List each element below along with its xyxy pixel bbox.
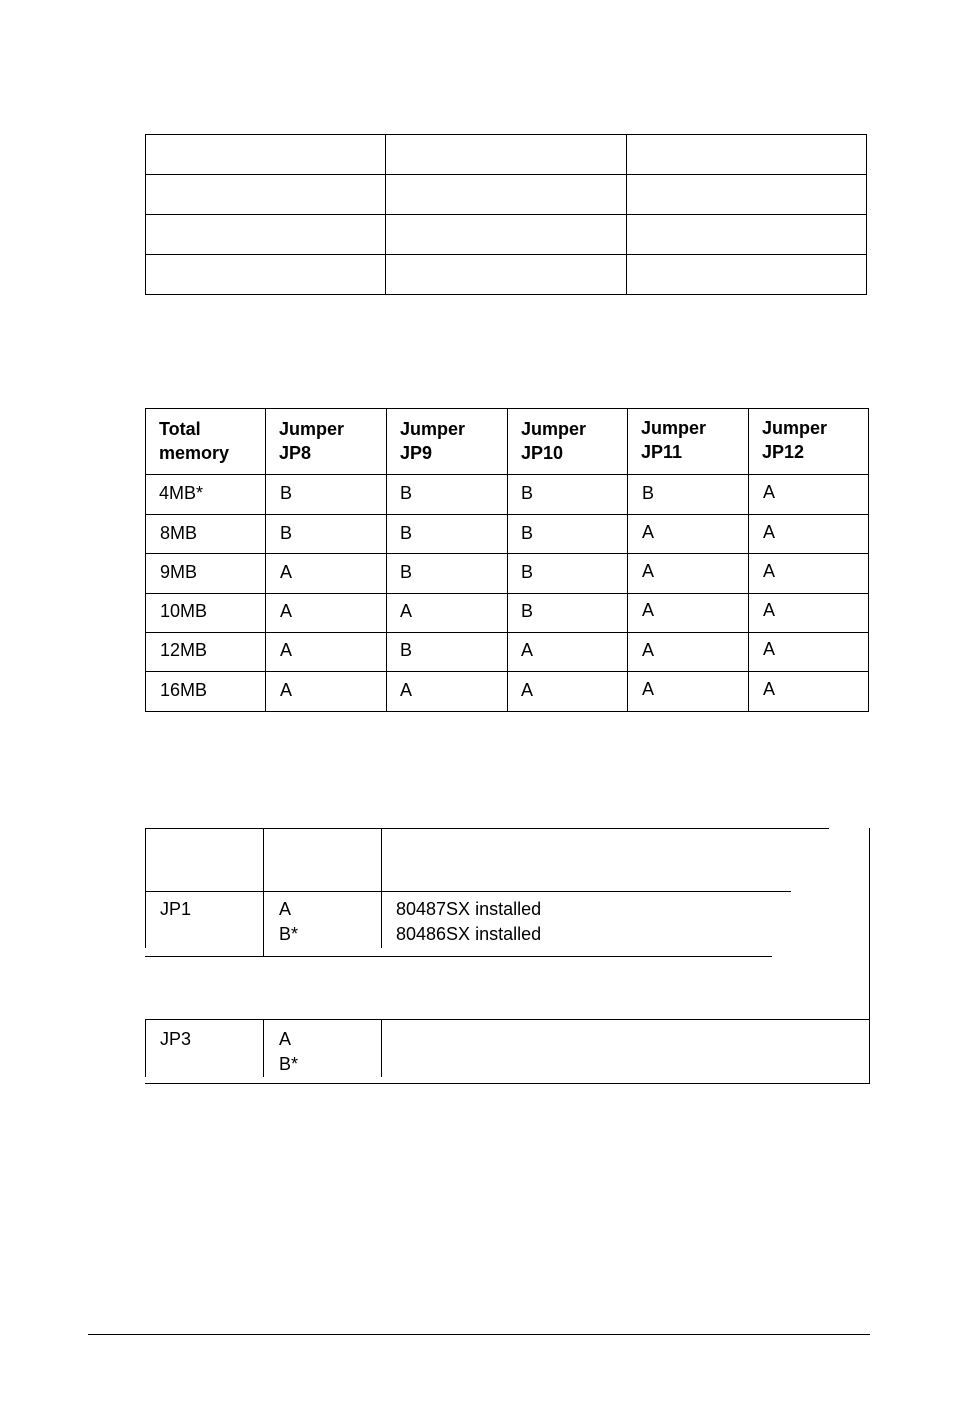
table-rule bbox=[145, 828, 829, 829]
jumper-cell: B bbox=[521, 483, 534, 503]
function-text: 80487SX installed bbox=[396, 899, 542, 919]
header-line: Total bbox=[159, 419, 201, 439]
footer-rule bbox=[88, 1334, 870, 1335]
header-jp12 bbox=[762, 416, 827, 464]
jumper-cell: A bbox=[763, 600, 776, 620]
header-line: JP11 bbox=[641, 442, 683, 462]
jumper-cell: A bbox=[521, 640, 534, 660]
table-rule bbox=[145, 828, 146, 948]
header-jp8 bbox=[279, 417, 344, 465]
table-rule bbox=[263, 828, 264, 956]
setting-value: B* bbox=[279, 924, 299, 944]
table-rule bbox=[145, 408, 146, 712]
header-jp11 bbox=[641, 416, 706, 464]
jumper-cell: A bbox=[280, 601, 293, 621]
table-rule bbox=[145, 294, 867, 295]
table-rule bbox=[145, 134, 146, 294]
header-line: JP8 bbox=[279, 443, 312, 463]
memory-cell: 4MB* bbox=[159, 483, 204, 503]
jumper-cell: A bbox=[521, 680, 534, 700]
table-rule bbox=[868, 408, 869, 712]
jumper-cell: B bbox=[521, 523, 534, 543]
jumper-cell: B bbox=[521, 601, 534, 621]
setting-value: A bbox=[279, 899, 292, 919]
jumper-cell: A bbox=[280, 640, 293, 660]
header-line: Jumper bbox=[279, 419, 345, 439]
setting-value: A bbox=[279, 1029, 292, 1049]
jumper-cell: B bbox=[521, 562, 534, 582]
jumper-cell: B bbox=[280, 483, 293, 503]
jumper-cell: A bbox=[763, 561, 776, 581]
jumper-cell: A bbox=[400, 680, 413, 700]
jumper-cell: A bbox=[642, 640, 655, 660]
table-rule bbox=[381, 828, 382, 948]
table-rule bbox=[145, 1019, 870, 1020]
table-rule bbox=[507, 408, 508, 712]
header-line: JP9 bbox=[400, 443, 433, 463]
table-rule bbox=[866, 134, 867, 294]
jumper-cell: A bbox=[280, 562, 293, 582]
jumper-cell: A bbox=[642, 600, 655, 620]
header-line: Jumper bbox=[400, 419, 466, 439]
header-line: JP10 bbox=[521, 443, 564, 463]
jumper-cell: A bbox=[642, 561, 655, 581]
function-text: 80486SX installed bbox=[396, 924, 542, 944]
jumper-cell: A bbox=[642, 522, 655, 542]
header-jp10 bbox=[521, 417, 586, 465]
table-rule bbox=[145, 956, 772, 957]
memory-cell: 10MB bbox=[160, 601, 208, 621]
jumper-cell: B bbox=[400, 523, 413, 543]
jumper-cell: B bbox=[400, 562, 413, 582]
jumper-name: JP3 bbox=[160, 1029, 192, 1049]
table-rule bbox=[626, 134, 627, 294]
table-rule bbox=[145, 891, 791, 892]
jumper-cell: A bbox=[400, 601, 413, 621]
table-rule bbox=[145, 174, 867, 175]
jumper-cell: A bbox=[763, 522, 776, 542]
jumper-cell: A bbox=[642, 679, 655, 699]
table-rule bbox=[381, 1019, 382, 1077]
jumper-cell: B bbox=[280, 523, 293, 543]
table-rule bbox=[627, 408, 628, 712]
header-line: Jumper bbox=[762, 418, 828, 438]
memory-cell: 9MB bbox=[160, 562, 198, 582]
memory-cell: 16MB bbox=[160, 680, 208, 700]
table-rule bbox=[748, 408, 749, 712]
table-rule bbox=[386, 408, 387, 712]
jumper-name: JP1 bbox=[160, 899, 192, 919]
table-rule bbox=[145, 1019, 146, 1077]
jumper-cell: B bbox=[642, 483, 655, 503]
jumper-cell: A bbox=[763, 639, 776, 659]
table-rule bbox=[145, 214, 867, 215]
table-rule bbox=[145, 134, 867, 135]
table-rule bbox=[263, 1019, 264, 1077]
jumper-cell: A bbox=[763, 482, 776, 502]
header-line: Jumper bbox=[521, 419, 587, 439]
setting-value: B* bbox=[279, 1054, 299, 1074]
table-rule bbox=[265, 408, 266, 712]
header-line: Jumper bbox=[641, 418, 707, 438]
header-total-memory bbox=[159, 417, 229, 465]
jumper-cell: A bbox=[763, 679, 776, 699]
table-rule bbox=[145, 1083, 870, 1084]
memory-cell: 12MB bbox=[160, 640, 208, 660]
table-rule bbox=[145, 254, 867, 255]
jumper-cell: B bbox=[400, 483, 413, 503]
table-rule bbox=[869, 828, 870, 1083]
jumper-cell: B bbox=[400, 640, 413, 660]
table-rule bbox=[385, 134, 386, 294]
header-line: JP12 bbox=[762, 442, 805, 462]
header-jp9 bbox=[400, 417, 465, 465]
header-line: memory bbox=[159, 443, 230, 463]
memory-cell: 8MB bbox=[160, 523, 198, 543]
jumper-cell: A bbox=[280, 680, 293, 700]
